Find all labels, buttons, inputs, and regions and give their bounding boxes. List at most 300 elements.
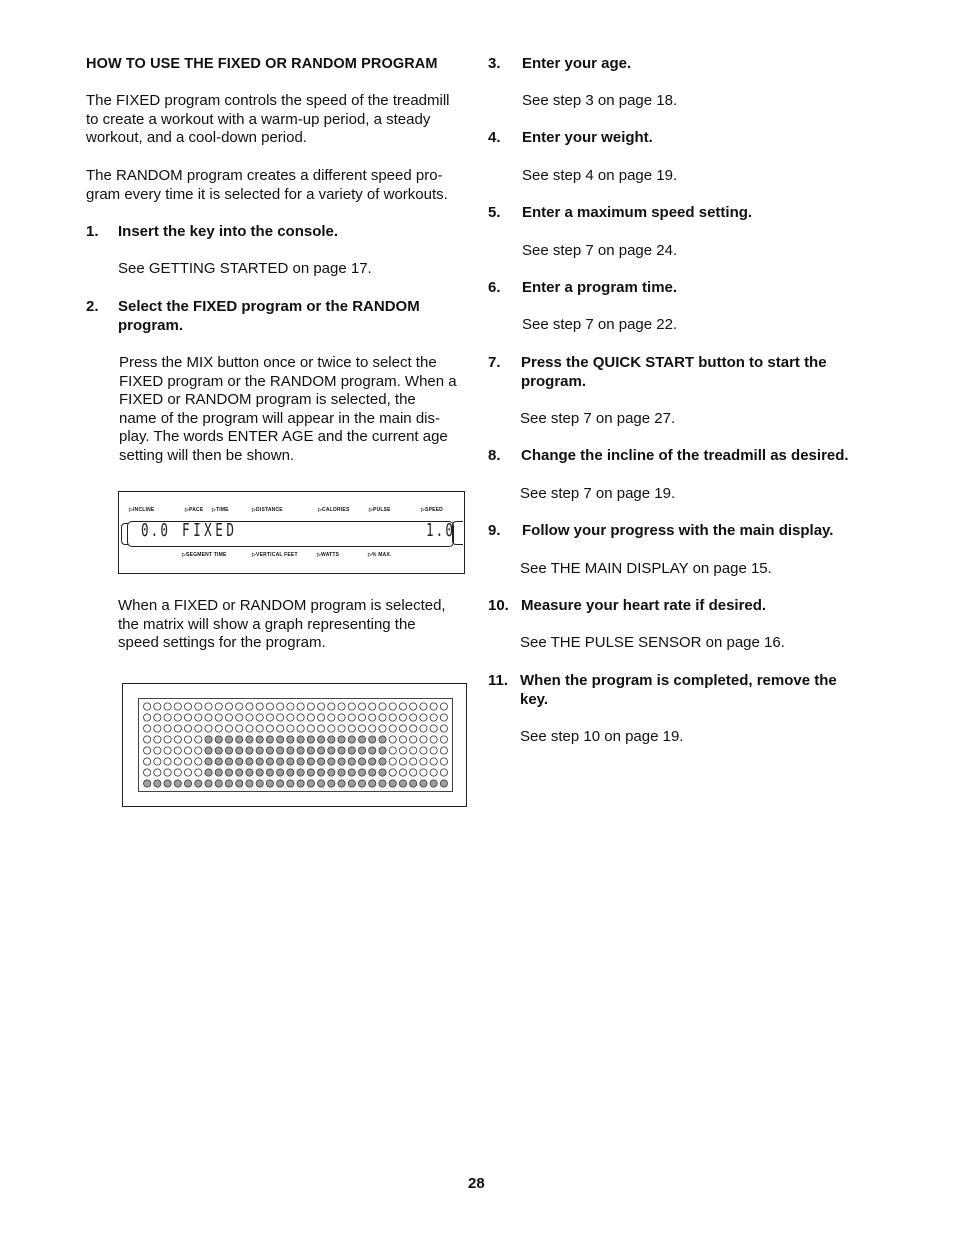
matrix-led-lit (205, 769, 212, 776)
matrix-led-lit (287, 758, 294, 765)
matrix-led-lit (266, 769, 273, 776)
step-8-number: 8. (488, 447, 501, 464)
matrix-led-unlit (328, 725, 335, 732)
matrix-led-lit (317, 747, 324, 754)
step-7-body: See step 7 on page 27. (520, 410, 676, 427)
console-label-vertical-feet (252, 552, 298, 558)
matrix-led-unlit (154, 769, 161, 776)
matrix-led-lit (348, 758, 355, 765)
step-5-body: See step 7 on page 24. (522, 242, 678, 259)
step-11-title (520, 672, 837, 709)
matrix-led-unlit (440, 725, 447, 732)
matrix-led-lit (236, 780, 243, 787)
led-matrix (139, 699, 452, 791)
matrix-led-unlit (174, 758, 181, 765)
matrix-led-unlit (277, 703, 284, 710)
matrix-led-lit (205, 736, 212, 743)
matrix-led-unlit (297, 703, 304, 710)
matrix-led-lit (348, 769, 355, 776)
step-5-title: Enter a maximum speed setting. (522, 204, 753, 221)
matrix-led-unlit (420, 725, 427, 732)
step-2-body (119, 354, 479, 466)
matrix-led-lit (328, 769, 335, 776)
matrix-led-lit (317, 780, 324, 787)
matrix-led-unlit (164, 747, 171, 754)
matrix-led-unlit (205, 725, 212, 732)
matrix-led-lit (225, 780, 232, 787)
label-text: SEGMENT TIME (186, 552, 227, 558)
matrix-led-unlit (358, 703, 365, 710)
matrix-led-lit (297, 747, 304, 754)
speed-readout: 1.0 (426, 520, 456, 541)
matrix-led-unlit (154, 703, 161, 710)
matrix-led-unlit (399, 725, 406, 732)
matrix-led-unlit (307, 714, 314, 721)
matrix-led-unlit (174, 736, 181, 743)
step-4-title: Enter your weight. (522, 129, 653, 146)
matrix-led-unlit (399, 714, 406, 721)
arrow-icon: ▷ (212, 507, 217, 513)
matrix-led-lit (379, 747, 386, 754)
matrix-led-lit (379, 736, 386, 743)
matrix-led-unlit (379, 725, 386, 732)
step-9-title: Follow your progress with the main display. (522, 522, 834, 539)
matrix-led-lit (246, 769, 253, 776)
step-1-title: Insert the key into the console. (118, 223, 339, 240)
matrix-led-lit (297, 780, 304, 787)
matrix-led-lit (430, 780, 437, 787)
console-label-watts (317, 552, 339, 558)
matrix-led-unlit (164, 703, 171, 710)
matrix-led-unlit (225, 714, 232, 721)
arrow-icon: ▷ (317, 552, 322, 558)
matrix-led-unlit (399, 703, 406, 710)
matrix-led-lit (369, 769, 376, 776)
arrow-icon: ▷ (185, 507, 190, 513)
step-5-number: 5. (488, 204, 501, 221)
matrix-led-unlit (236, 703, 243, 710)
matrix-led-unlit (399, 758, 406, 765)
console-display-illustration (118, 491, 465, 574)
matrix-led-lit (236, 769, 243, 776)
label-text: CALORIES (322, 507, 350, 513)
matrix-led-unlit (430, 725, 437, 732)
arrow-icon: ▷ (368, 552, 373, 558)
matrix-led-lit (236, 758, 243, 765)
matrix-led-unlit (379, 714, 386, 721)
matrix-led-lit (266, 747, 273, 754)
matrix-led-unlit (358, 725, 365, 732)
matrix-led-unlit (144, 703, 151, 710)
matrix-led-unlit (410, 769, 417, 776)
matrix-led-lit (317, 758, 324, 765)
text-line: play. The words ENTER AGE and the current age (119, 428, 448, 446)
matrix-led-lit (348, 747, 355, 754)
matrix-led-unlit (144, 769, 151, 776)
matrix-led-unlit (164, 714, 171, 721)
matrix-led-lit (307, 758, 314, 765)
step-9-number: 9. (488, 522, 501, 539)
matrix-led-unlit (430, 758, 437, 765)
matrix-led-unlit (420, 769, 427, 776)
matrix-led-unlit (266, 714, 273, 721)
matrix-led-unlit (144, 736, 151, 743)
matrix-led-lit (215, 780, 222, 787)
matrix-led-unlit (184, 714, 191, 721)
title-line: program. (521, 372, 587, 390)
step-3-title: Enter your age. (522, 55, 632, 72)
matrix-led-lit (348, 736, 355, 743)
matrix-led-lit (225, 747, 232, 754)
matrix-led-unlit (420, 747, 427, 754)
matrix-led-lit (328, 736, 335, 743)
matrix-led-unlit (410, 747, 417, 754)
matrix-led-unlit (410, 725, 417, 732)
console-label-calories (318, 507, 349, 513)
matrix-led-unlit (256, 703, 263, 710)
title-line: When the program is completed, remove the (520, 672, 837, 689)
matrix-led-lit (246, 747, 253, 754)
label-text: INCLINE (133, 507, 155, 513)
matrix-led-lit (338, 758, 345, 765)
step-6-number: 6. (488, 279, 501, 296)
title-line: Select the FIXED program or the RANDOM (118, 298, 420, 315)
matrix-led-unlit (389, 725, 396, 732)
text-line: FIXED program or the RANDOM program. When a (119, 372, 457, 390)
arrow-icon: ▷ (318, 507, 323, 513)
matrix-led-lit (256, 747, 263, 754)
label-text: TIME (216, 507, 229, 513)
text-line: Press the MIX button once or twice to select the (119, 354, 437, 371)
text-line: FIXED or RANDOM program is selected, the (119, 391, 416, 409)
matrix-led-unlit (215, 725, 222, 732)
matrix-led-unlit (410, 714, 417, 721)
matrix-led-unlit (420, 758, 427, 765)
matrix-led-lit (328, 758, 335, 765)
arrow-icon: ▷ (182, 552, 187, 558)
matrix-led-lit (379, 758, 386, 765)
title-line: key. (520, 690, 549, 708)
matrix-led-unlit (184, 703, 191, 710)
matrix-led-unlit (297, 714, 304, 721)
matrix-led-lit (440, 780, 447, 787)
matrix-led-unlit (358, 714, 365, 721)
matrix-led-lit (184, 780, 191, 787)
matrix-led-unlit (430, 703, 437, 710)
step-1-body: See GETTING STARTED on page 17. (118, 260, 372, 277)
matrix-led-lit (410, 780, 417, 787)
matrix-led-lit (246, 758, 253, 765)
console-label-speed (421, 507, 443, 513)
console-label-pulse (369, 507, 391, 513)
step-8-title: Change the incline of the treadmill as desired. (521, 447, 849, 464)
matrix-led-unlit (164, 725, 171, 732)
matrix-led-unlit (236, 714, 243, 721)
matrix-led-lit (379, 769, 386, 776)
matrix-led-lit (358, 769, 365, 776)
arrow-icon: ▷ (421, 507, 426, 513)
matrix-led-lit (297, 758, 304, 765)
step-3-body: See step 3 on page 18. (522, 92, 678, 109)
step-2-number: 2. (86, 298, 99, 315)
matrix-led-unlit (389, 758, 396, 765)
matrix-led-lit (215, 747, 222, 754)
label-text: PULSE (373, 507, 391, 513)
matrix-led-unlit (410, 703, 417, 710)
matrix-led-unlit (266, 725, 273, 732)
matrix-led-lit (277, 747, 284, 754)
matrix-led-lit (358, 747, 365, 754)
matrix-led-lit (215, 736, 222, 743)
matrix-led-unlit (246, 714, 253, 721)
incline-readout: 0.0 (141, 520, 171, 541)
title-line: Press the QUICK START button to start the (521, 354, 827, 371)
matrix-led-unlit (430, 769, 437, 776)
matrix-led-unlit (307, 725, 314, 732)
matrix-led-unlit (317, 703, 324, 710)
matrix-led-unlit (266, 703, 273, 710)
matrix-led-lit (287, 747, 294, 754)
lcd-right-edge (452, 521, 463, 545)
step-3-number: 3. (488, 55, 501, 72)
matrix-led-unlit (195, 769, 202, 776)
matrix-led-unlit (348, 703, 355, 710)
matrix-led-lit (174, 780, 181, 787)
matrix-led-lit (256, 736, 263, 743)
matrix-led-unlit (144, 747, 151, 754)
matrix-led-unlit (195, 725, 202, 732)
matrix-led-unlit (144, 714, 151, 721)
matrix-led-unlit (287, 703, 294, 710)
matrix-led-lit (348, 780, 355, 787)
matrix-led-lit (144, 780, 151, 787)
matrix-led-unlit (410, 758, 417, 765)
matrix-led-lit (338, 780, 345, 787)
matrix-led-unlit (420, 714, 427, 721)
step-4-number: 4. (488, 129, 501, 146)
matrix-led-unlit (154, 725, 161, 732)
step-1-number: 1. (86, 223, 99, 240)
label-text: % MAX. (372, 552, 392, 558)
text-line: The RANDOM program creates a different speed pro- (86, 167, 443, 184)
matrix-led-lit (277, 780, 284, 787)
matrix-led-unlit (195, 747, 202, 754)
arrow-icon: ▷ (252, 507, 257, 513)
step-10-body: See THE PULSE SENSOR on page 16. (520, 634, 785, 651)
matrix-led-lit (287, 769, 294, 776)
matrix-led-unlit (317, 714, 324, 721)
matrix-led-unlit (389, 703, 396, 710)
matrix-led-unlit (154, 736, 161, 743)
matrix-led-unlit (440, 714, 447, 721)
console-label-time (212, 507, 229, 513)
intro-paragraph-random (86, 167, 471, 204)
matrix-led-unlit (174, 725, 181, 732)
matrix-led-lit (328, 747, 335, 754)
matrix-led-lit (266, 758, 273, 765)
matrix-led-unlit (348, 714, 355, 721)
matrix-led-unlit (410, 736, 417, 743)
matrix-led-lit (266, 736, 273, 743)
matrix-led-unlit (399, 747, 406, 754)
text-line: speed settings for the program. (118, 634, 326, 652)
matrix-led-lit (297, 769, 304, 776)
text-line: setting will then be shown. (119, 446, 295, 464)
step-11-number: 11. (488, 672, 509, 689)
matrix-led-lit (317, 736, 324, 743)
matrix-led-lit (277, 769, 284, 776)
matrix-led-unlit (369, 703, 376, 710)
page-number: 28 (468, 1175, 485, 1192)
matrix-led-unlit (225, 725, 232, 732)
matrix-led-unlit (205, 703, 212, 710)
matrix-led-unlit (307, 703, 314, 710)
matrix-led-unlit (246, 725, 253, 732)
label-text: VERTICAL FEET (256, 552, 298, 558)
title-line: program. (118, 316, 184, 334)
program-name-readout: FIXED (182, 520, 238, 541)
matrix-led-unlit (184, 758, 191, 765)
matrix-led-unlit (277, 714, 284, 721)
matrix-led-unlit (440, 769, 447, 776)
matrix-led-unlit (287, 714, 294, 721)
matrix-led-lit (164, 780, 171, 787)
matrix-led-lit (246, 736, 253, 743)
matrix-led-lit (205, 747, 212, 754)
matrix-led-unlit (369, 725, 376, 732)
matrix-led-lit (287, 780, 294, 787)
matrix-led-lit (215, 758, 222, 765)
matrix-led-unlit (195, 758, 202, 765)
matrix-led-unlit (379, 703, 386, 710)
matrix-led-unlit (205, 714, 212, 721)
matrix-led-lit (328, 780, 335, 787)
matrix-led-lit (205, 758, 212, 765)
label-text: DISTANCE (256, 507, 283, 513)
matrix-led-unlit (369, 714, 376, 721)
matrix-led-unlit (246, 703, 253, 710)
matrix-led-lit (266, 780, 273, 787)
matrix-led-lit (307, 747, 314, 754)
matrix-led-lit (154, 780, 161, 787)
matrix-led-unlit (236, 725, 243, 732)
matrix-illustration (122, 683, 467, 807)
matrix-led-lit (338, 736, 345, 743)
matrix-led-unlit (430, 714, 437, 721)
matrix-led-unlit (256, 725, 263, 732)
matrix-led-unlit (184, 736, 191, 743)
matrix-led-lit (297, 736, 304, 743)
text-line: the matrix will show a graph representing the (118, 615, 416, 633)
step-10-number: 10. (488, 597, 509, 614)
matrix-led-lit (205, 780, 212, 787)
matrix-led-lit (317, 769, 324, 776)
step-10-title: Measure your heart rate if desired. (521, 597, 767, 614)
matrix-led-unlit (195, 714, 202, 721)
matrix-led-lit (369, 736, 376, 743)
text-line: name of the program will appear in the main dis- (119, 409, 440, 427)
matrix-led-unlit (317, 725, 324, 732)
arrow-icon: ▷ (252, 552, 257, 558)
matrix-led-lit (225, 758, 232, 765)
console-label-percent-max (368, 552, 392, 558)
matrix-led-unlit (430, 747, 437, 754)
matrix-led-unlit (440, 703, 447, 710)
matrix-led-lit (307, 736, 314, 743)
label-text: SPEED (425, 507, 443, 513)
matrix-led-lit (338, 769, 345, 776)
matrix-led-unlit (430, 736, 437, 743)
matrix-grid-frame (138, 698, 453, 792)
matrix-led-lit (307, 769, 314, 776)
intro-paragraph-fixed (86, 92, 471, 148)
arrow-icon: ▷ (369, 507, 374, 513)
matrix-led-unlit (420, 703, 427, 710)
matrix-led-lit (246, 780, 253, 787)
matrix-led-lit (338, 747, 345, 754)
matrix-led-unlit (184, 725, 191, 732)
matrix-led-lit (277, 736, 284, 743)
text-line: workout, and a cool-down period. (86, 129, 307, 147)
matrix-led-lit (358, 780, 365, 787)
matrix-led-unlit (389, 769, 396, 776)
section-heading: HOW TO USE THE FIXED OR RANDOM PROGRAM (86, 56, 438, 72)
text-line: When a FIXED or RANDOM program is selected, (118, 597, 446, 614)
matrix-led-unlit (420, 736, 427, 743)
matrix-led-unlit (215, 703, 222, 710)
step-2-title (118, 298, 420, 335)
matrix-led-unlit (195, 703, 202, 710)
console-label-pace (185, 507, 203, 513)
matrix-led-unlit (348, 725, 355, 732)
matrix-led-unlit (389, 714, 396, 721)
matrix-led-unlit (174, 769, 181, 776)
matrix-led-unlit (440, 747, 447, 754)
matrix-led-lit (225, 769, 232, 776)
matrix-led-unlit (328, 703, 335, 710)
matrix-led-unlit (154, 747, 161, 754)
matrix-led-unlit (154, 714, 161, 721)
matrix-led-lit (195, 780, 202, 787)
matrix-led-unlit (215, 714, 222, 721)
matrix-led-unlit (154, 758, 161, 765)
matrix-caption (118, 597, 478, 653)
matrix-led-unlit (256, 714, 263, 721)
console-label-incline (129, 507, 154, 513)
matrix-led-unlit (440, 736, 447, 743)
matrix-led-lit (369, 780, 376, 787)
matrix-led-lit (215, 769, 222, 776)
main-lcd-display (127, 521, 454, 547)
matrix-led-unlit (297, 725, 304, 732)
matrix-led-lit (358, 758, 365, 765)
matrix-led-unlit (338, 703, 345, 710)
step-7-title (521, 354, 827, 391)
matrix-led-lit (225, 736, 232, 743)
matrix-led-lit (287, 736, 294, 743)
matrix-led-lit (277, 758, 284, 765)
matrix-led-unlit (174, 703, 181, 710)
matrix-led-unlit (174, 747, 181, 754)
matrix-led-unlit (389, 747, 396, 754)
matrix-led-lit (236, 747, 243, 754)
matrix-led-unlit (164, 736, 171, 743)
matrix-led-lit (369, 747, 376, 754)
matrix-led-lit (256, 758, 263, 765)
matrix-led-lit (236, 736, 243, 743)
step-11-body: See step 10 on page 19. (520, 728, 684, 745)
matrix-led-lit (358, 736, 365, 743)
